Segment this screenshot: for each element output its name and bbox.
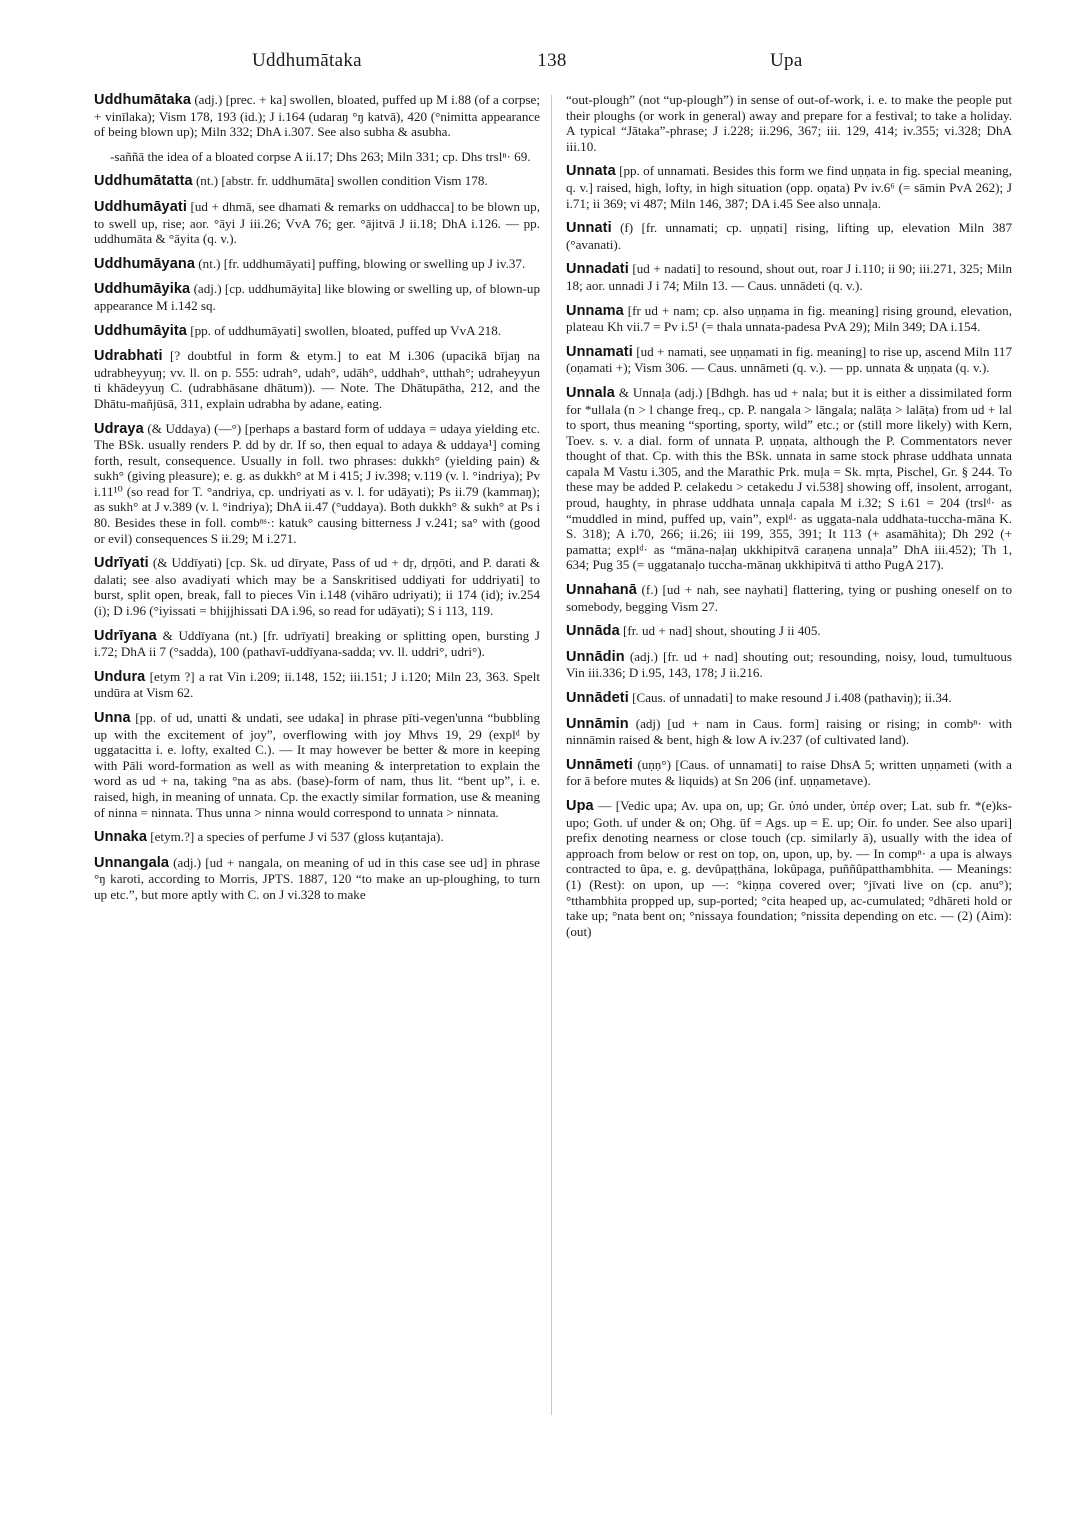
headword: Unnama — [566, 302, 624, 319]
definition-text: (adj.) [ud + nangala, on meaning of ud in this case see ud] in phrase °ŋ karoti, according to Morris, JPTS. 1887, 120 “to make an up-ploughing, to turn up etc.”, but more aptly with C. on J vi.328 to make — [94, 854, 540, 902]
dictionary-entry — [94, 829, 540, 846]
definition-text: & Unnaḷa (adj.) [Bdhgh. has ud + nala; but it is either a dissimilated form for *ullala (n > l change freq., cp. P. nangala > lāngala; nalāṭa > lalāṭa) from ud + lal to sport, thus meaning “sporting, sporty, wild” etc.; or (still more likely) with Kern, Toev. s. v. a dial. form of unnata P. uṇṇata, although the P. Commentators never thought of that. Cp. with this the BSk. unnata in same stock phrase uddhata unnata capala M Vastu i.305, and the Marathic Prk. muḷa = Sk. mṛta, Pischel, Gr. § 244. To these may be added P. celakedu > cetakedu J vi.538] showing off, insolent, arrogant, proud, haughty, in phrase uddhata unnaḷa capala M i.32; S i.61 = 204 (trslᵈ· as “muddled in mind, puffed up, vain”, explᵈ· as uggata-nala uddhata-tuccha-māna K. S. 318); A i.70, 266; ii.26; iii 199, 355, 391; It 113 (+ asamāhita); Dh 292 (+ pamatta; explᵈ· as “māna-naḷaŋ ukkhipitvā caraṇena unnaḷa” DhA iii.452); Th 1, 634; Pug 35 (= uggatanaḷo tuccha-mānaŋ ukkhipitvā ti attho PugA 217). — [566, 384, 1012, 573]
headword: Uddhumāyita — [94, 322, 187, 339]
definition-text: [pp. of unnamati. Besides this form we find uṇṇata in fig. special meaning, q. v.] raised, high, lofty, in high situation (opp. oṇata) Pv iv.6⁶ (= sāmin PvA 262); J i.71; ii 369; vi 487; Miln 146, 387; DA i.45 See also unnaḷa. — [566, 163, 1012, 211]
definition-text: (uṇṇ°) [Caus. of unnamati] to raise DhsA 5; written uṇṇameti (with a for ā before mutes & liquids) at Sn 206 (inf. uṇṇametave). — [566, 756, 1012, 789]
headword: Unnādin — [566, 648, 625, 665]
headword: Uddhumāyana — [94, 255, 196, 272]
headword: Udrīyati — [94, 555, 149, 572]
definition-text: [ud + dhmā, see dhamati & remarks on uddhacca] to be blown up, to swell up, rise; aor. °āyi J iii.26; VvA 76; ger. °ājitvā J ii.18; DhA i.126. — pp. uddhumāta & °āyita (q. v.). — [94, 198, 540, 247]
dictionary-entry — [566, 163, 1012, 211]
headword: Unnāmin — [566, 715, 629, 732]
headword: Unnala — [566, 384, 615, 401]
headword: Unnata — [566, 163, 616, 180]
right-column — [566, 92, 1012, 948]
dictionary-entry — [566, 303, 1012, 335]
headword: Udrīyana — [94, 627, 157, 644]
dictionary-entry — [94, 555, 540, 618]
dictionary-entry — [94, 323, 540, 340]
dictionary-entry — [94, 855, 540, 903]
dictionary-entry — [94, 256, 540, 273]
header-first-headword: Uddhumātaka — [252, 50, 362, 71]
headword: Uddhumāyati — [94, 198, 187, 215]
dictionary-entry — [94, 710, 540, 820]
dictionary-entry — [94, 421, 540, 547]
headword: Unnangala — [94, 854, 170, 871]
headword: Udrabhati — [94, 348, 163, 365]
dictionary-entry — [94, 628, 540, 660]
dictionary-entry — [94, 199, 540, 247]
definition-text: [Caus. of unnadati] to make resound J i.408 (pathaviŋ); ii.34. — [628, 690, 952, 705]
headword: Udraya — [94, 420, 144, 437]
definition-text: & Uddīyana (nt.) [fr. udrīyati] breaking or splitting open, bursting J i.72; DhA ii 7 (°sadda), 100 (pathavī-uddīyana-sadda; vv. ll. uddri°, udri°). — [94, 627, 540, 660]
dictionary-entry — [566, 690, 1012, 707]
headword: Unnadati — [566, 261, 629, 278]
definition-text: [? doubtful in form & etym.] to eat M i.306 (upacikā bījaŋ na udrabheyyuŋ; vv. ll. on p. 555: udrah°, udah°, udāh°, uddhah°, utthah°; udraheyyun ti khādeyyuŋ C. (udrabhāsane dhātum)). — Note. The Dhātupātha, 212, and the Dhātu-mañjūsā, 311, explain udrabha by adane, eating. — [94, 348, 540, 411]
definition-text: (& Uddaya) (—°) [perhaps a bastard form of uddaya = udaya yielding etc. The BSk. usually renders P. dd by dr. If so, then equal to adaya & uddaya¹] coming forth, result, consequence. Usually in foll. two phrases: dukkh° (yielding pain) & sukh° (giving pleasure); e. g. as dukkh° at M i 415; J iv.398; v.119 (v. l. °indriya); Pv i.11¹⁰ (so read for T. °andriya, cp. undriyati as v. l. for udāyati); Ps ii.79 (kammaŋ); as sukh° at J v.389 (v. l. °indriya); DhA ii.47 (°uddaya). Both dukkh° & sukh° at Ps i 80. Besides these in foll. combⁿˢ·: katuk° causing bitterness J v.241; sa° with (good or evil) consequences S ii.29; M i.271. — [94, 420, 540, 546]
dictionary-entry — [566, 344, 1012, 376]
headword: Uddhumāyika — [94, 281, 191, 298]
sub-entry: -saññā the idea of a bloated corpse A ii.17; Dhs 263; Miln 331; cp. Dhs trslⁿ· 69. — [110, 148, 531, 164]
definition-text: [etym.?] a species of perfume J vi 537 (gloss kuṭantaja). — [146, 829, 444, 845]
dictionary-entry — [94, 281, 540, 313]
headword: Uddhumātaka — [94, 92, 191, 108]
dictionary-entry — [94, 669, 540, 701]
headword: Undura — [94, 668, 146, 685]
left-column — [94, 92, 540, 912]
continued-entry: “out-plough” (not “up-plough”) in sense of out-of-work, i. e. to make the people put their ploughs (or work in general) away and prepare for a festival; to take a holiday. A typical “Jātaka”-phrase; J i.228; ii.296, 367; iii. 129, 414; iv.355; vi.328; DhA iii.10. — [566, 92, 1012, 154]
dictionary-entry — [566, 798, 1012, 939]
definition-text: [fr ud + nam; cp. also uṇṇama in fig. meaning] rising ground, elevation, plateau Kh vii.7 = Pv i.5¹ (= thala unnata-padesa PvA 29); Miln 349; DA i.154. — [566, 302, 1012, 335]
headword: Unnati — [566, 220, 612, 237]
dictionary-entry — [566, 220, 1012, 252]
page-number: 138 — [537, 50, 567, 71]
definition-text: — [Vedic upa; Av. upa on, up; Gr. ὑπό under, ὑπέρ over; Lat. sub fr. *(e)ks-upo; Goth. uf under & on; Ohg. ūf = Ags. up = E. up; Oir. fo under. See also upari] prefix denoting nearness or close touch (cp. similarly ā), usually with the idea of approach from below or rest on top, on, upon, up, by. — In compⁿ· a upa is always contracted to ûpa, e. g. devûpaṭṭhāna, lokûpaga, puññûpatthambhita. — Meanings: (1) (Rest): on upon, up —: °kiṇṇa covered over; °jīvati live on (cp. anu°); °tthambhita propped up, sup-ported; °cita heaped up, ac-cumulated; °dhāreti hold or take up; °nata bent on; °nissaya foundation; °nissita depending on etc. — (2) (Aim): (out) — [566, 797, 1012, 939]
dictionary-entry — [566, 623, 1012, 640]
definition-text: (nt.) [fr. uddhumāyati] puffing, blowing or swelling up J iv.37. — [195, 255, 526, 271]
dictionary-entry — [94, 173, 540, 190]
definition-text: (adj.) [fr. ud + nad] shouting out; resounding, noisy, loud, tumultuous Vin iii.336; D i.95, 143, 178; J ii.216. — [566, 648, 1012, 681]
running-header — [0, 50, 1073, 78]
headword: Upa — [566, 797, 594, 814]
definition-text: (& Uddīyati) [cp. Sk. ud dīryate, Pass of ud + dṛ, dṛṇōti, and P. darati & dalati; see also avadiyati which may be a Sanskritised uddiyati for uddriyati] to burst, split open, break, fall to pieces Vin i.148 (vihāro udriyati); ii 174 (id); iv.254 (i); D i.96 (°iyissati = bhijjhissati DA i.96, so read for udāyati); S i 113, 119. — [94, 555, 540, 619]
headword: Unnāmeti — [566, 756, 633, 773]
dictionary-entry — [566, 582, 1012, 614]
definition-text: (adj) [ud + nam in Caus. form] raising or rising; in combⁿ· with ninnāmin raised & bent, high & low A iv.237 (of cultivated land). — [566, 715, 1012, 748]
dictionary-entry — [566, 385, 1012, 573]
definition-text: [ud + nadati] to resound, shout out, roar J i.110; ii 90; iii.271, 325; Miln 18; aor. unnadi J i 74; Miln 13. — Caus. unnādeti (q. v.). — [566, 261, 1012, 293]
dictionary-entry — [94, 348, 540, 411]
dictionary-entry — [566, 649, 1012, 681]
definition-text: [etym ?] a rat Vin i.209; ii.148, 152; iii.151; J i.120; Miln 23, 363. Spelt undūra at Vism 62. — [94, 668, 540, 701]
headword: Unnahanā — [566, 582, 637, 599]
headword: Unnāda — [566, 623, 620, 640]
header-last-headword: Upa — [770, 50, 803, 71]
definition-text: (adj.) [prec. + ka] swollen, bloated, puffed up M i.88 (of a corpse; + vinīlaka); Vism 178, 193 (id.); J i.164 (udaraŋ °ŋ katvā), 420 (°nimitta appearance of being blown up); Miln 332; DhA i.307. See also subha & asubha. — [94, 92, 540, 140]
headword: Unnādeti — [566, 690, 629, 706]
dictionary-entry — [566, 757, 1012, 789]
definition-text: (adj.) [cp. uddhumāyita] like blowing or swelling up, of blown-up appearance M i.142 sq. — [94, 281, 540, 313]
dictionary-entry — [566, 716, 1012, 748]
definition-text: [pp. of uddhumāyati] swollen, bloated, puffed up VvA 218. — [186, 322, 502, 338]
dictionary-entry — [94, 92, 540, 140]
definition-text: (nt.) [abstr. fr. uddhumāta] swollen condition Vism 178. — [192, 173, 488, 189]
headword: Unnamati — [566, 343, 633, 360]
definition-text: [fr. ud + nad] shout, shouting J ii 405. — [619, 623, 821, 639]
dictionary-entry — [566, 261, 1012, 293]
definition-text: (f) [fr. unnamati; cp. uṇṇati] rising, lifting up, elevation Miln 387 (°avanati). — [566, 220, 1012, 252]
definition-text: [ud + namati, see uṇṇamati in fig. meaning] to rise up, ascend Miln 117 (oṇamati +); Vism 306. — Caus. unnāmeti (q. v.). — pp. unnata & uṇṇata (q. v.). — [566, 343, 1012, 376]
headword: Unna — [94, 710, 131, 726]
headword: Uddhumātatta — [94, 173, 193, 190]
definition-text: (f.) [ud + nah, see nayhati] flattering, tying or pushing oneself on to somebody, begging Vism 27. — [566, 582, 1012, 614]
definition-text: [pp. of ud, unatti & undati, see udaka] in phrase pīti-vegen'unna “bubbling up with the excitement of joy”, overflowing with joy Mhvs 19, 29 (explᵈ by uggatacitta i. e. lofty, exalted C.). — It may however be better & more in keeping with Pāli word-formation as well as with meaning & interpretation to explain the word as ud + na, taking °na as abs. (base)-form of nam, thus lit. “bent up”, i. e. raised, high, in meaning of unnata. Cp. the exactly similar formation, use & meaning of ninna = ninnata. Thus unna > ninna would correspond to unnata > ninnata. — [94, 710, 540, 820]
headword: Unnaka — [94, 829, 147, 846]
column-divider — [551, 95, 552, 1415]
